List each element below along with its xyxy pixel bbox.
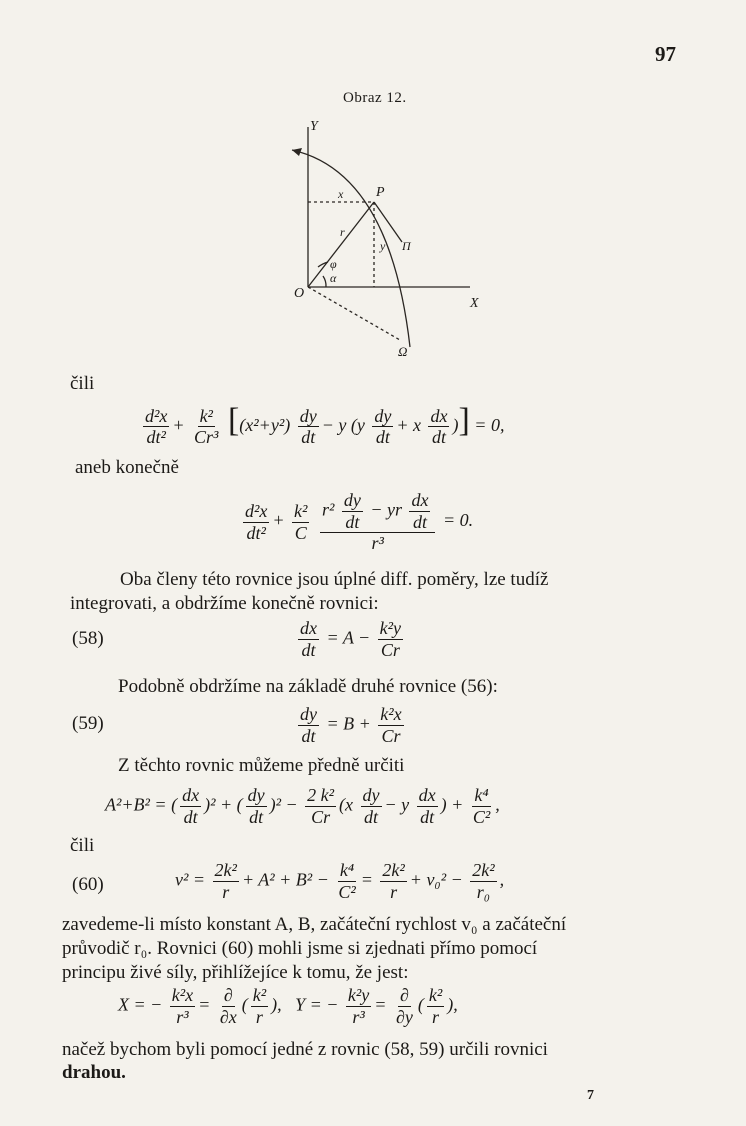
equation-forces: X = − $\frac{\text{k²x}}{\text{r³}}$ = $\frac{\partial}{\partial x}$ ( $\frac{\text{k²}}{r}$ ), Y = − $\frac{\text{k²y}}{\text{r³}}$ = $\frac{\partial}{\partial y}$ ( $\frac{\text{k²}}{r}$ ),: [118, 985, 458, 1027]
label-x-axis: X: [470, 296, 479, 311]
signature-mark: 7: [587, 1088, 594, 1103]
label-omega: Ω: [398, 344, 408, 359]
label-point: P: [376, 185, 385, 200]
arrow-head: [292, 148, 302, 156]
text-podobne: Podobně obdržíme na základě druhé rovnice (56):: [118, 676, 498, 697]
text-zavedeme-line1: zavedeme-li místo konstant A, B, začáteční rychlost v₀ a začáteční: [62, 914, 567, 935]
equation-number-59: (59): [72, 713, 104, 734]
text-zavedeme-line3: principu živé síly, přihlížejíce k tomu, že jest:: [62, 962, 409, 983]
alpha-arc: [323, 276, 326, 287]
equation-number-60: (60): [72, 874, 104, 895]
word-aneb: aneb konečně: [75, 457, 179, 478]
equation-a2-b2: A²+B² = ( $\frac{dx}{dt}$ )² + ( $\frac{dy}{dt}$ )² − $\frac{\text{2 k²}}{Cr}$ (x $\frac{dy}{dt}$ − y $\frac{dx}{dt}$ ) + $\frac{\text{k⁴}}{\text{C²}}$ ,: [105, 785, 500, 827]
tangent-line: [374, 202, 402, 242]
word-cili-2: čili: [70, 835, 95, 856]
figure-diagram: [270, 112, 510, 362]
text-nacez-line2: drahou.: [62, 1062, 126, 1083]
radius-line: [308, 202, 374, 287]
page-number: 97: [655, 42, 676, 66]
equation-59: $\frac{dy}{dt}$ = B + $\frac{\text{k²x}}{Cr}$: [300, 704, 402, 746]
text-zavedeme-line2: průvodič r₀. Rovnici (60) mohli jsme si zjednati přímo pomocí: [62, 938, 538, 959]
apse-line: [308, 287, 400, 340]
label-x-coord: x: [338, 187, 344, 201]
text-nacez-line1: načež bychom byli pomocí jedné z rovnic (58, 59) určili rovnici: [62, 1039, 548, 1060]
text-ztechto: Z těchto rovnic můžeme předně určiti: [118, 755, 405, 776]
orbit-curve: [292, 150, 410, 347]
equation-number-58: (58): [72, 628, 104, 649]
text-oba-line2: integrovati, a obdržíme konečně rovnici:: [70, 593, 379, 614]
text-oba-line1: Oba členy této rovnice jsou úplné diff. poměry, lze tudíž: [120, 569, 549, 590]
label-origin: O: [294, 286, 305, 301]
equation-2: $\frac{\text{d²x}}{\text{dt²}}$ + $\frac{\text{k²}}{C}$ r² $\frac{dy}{dt}$ − yr $\frac{dx}{dt}$ r³ = 0.: [245, 490, 474, 554]
label-y-axis: Y: [310, 119, 318, 134]
equation-58: $\frac{dx}{dt}$ = A − $\frac{\text{k²y}}{Cr}$: [300, 618, 402, 660]
word-cili-1: čili: [70, 373, 95, 394]
label-pi: Π: [402, 239, 411, 253]
figure-caption: Obraz 12.: [343, 90, 407, 106]
label-phi: φ: [330, 257, 337, 271]
label-y-coord: y: [380, 239, 386, 253]
phi-arc: [318, 262, 328, 267]
equation-1: $\frac{\text{d²x}}{\text{dt²}}$ + $\frac{\text{k²}}{\text{Cr³}}$ [(x²+y²) $\frac{dy}{dt}$ − y (y $\frac{dy}{dt}$ + x $\frac{dx}{dt}$ )] = 0,: [145, 402, 505, 448]
equation-60: v² = $\frac{\text{2k²}}{r}$ + A² + B² − $\frac{\text{k⁴}}{\text{C²}}$ = $\frac{\text{2k²}}{r}$ + v₀² − $\frac{\text{2k²}}{\text{r₀}}$ ,: [175, 860, 505, 902]
label-radius: r: [340, 225, 345, 239]
label-alpha: α: [330, 271, 337, 285]
